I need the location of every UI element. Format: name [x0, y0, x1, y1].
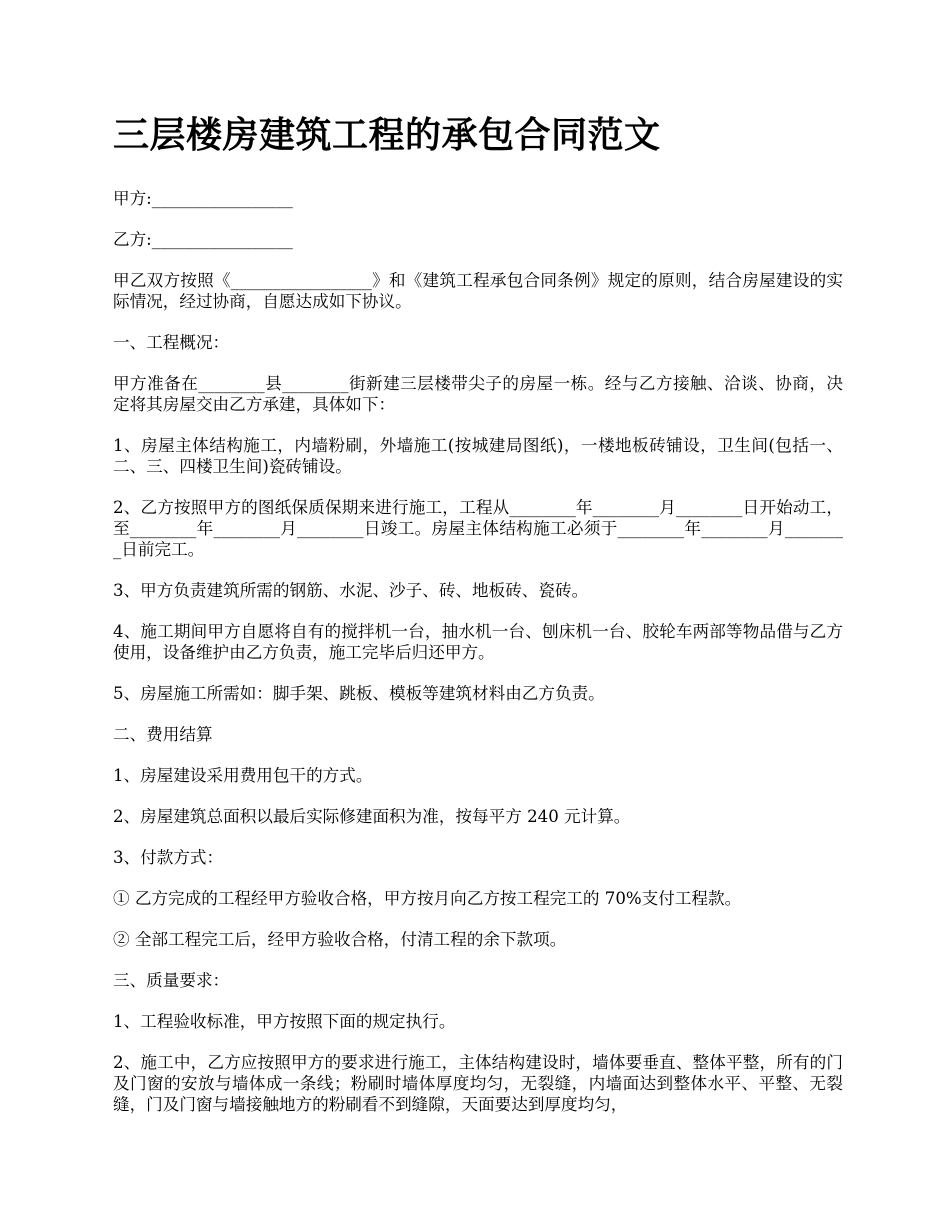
clause-2-2: 2、房屋建筑总面积以最后实际修建面积为准，按每平方 240 元计算。: [113, 807, 631, 826]
section-heading-project-overview: 一、工程概况：: [113, 333, 230, 352]
payment-item-1: ① 乙方完成的工程经甲方验收合格，甲方按月向乙方按工程完工的 70%支付工程款。: [113, 889, 742, 908]
document-title: 三层楼房建筑工程的承包合同范文: [113, 115, 661, 156]
clause-1-2: 2、乙方按照甲方的图纸保质保期来进行施工，工程从________年________月________日开始动工，至________年________月________日竣工。房屋主体结构施工必须于________年________月________日前完工。: [113, 498, 843, 559]
party-b-line: 乙方:_________________: [113, 230, 293, 249]
section-heading-settlement: 二、费用结算: [113, 725, 213, 744]
clause-2-1: 1、房屋建设采用费用包干的方式。: [113, 766, 373, 785]
payment-item-2: ② 全部工程完工后，经甲方验收合格，付清工程的余下款项。: [113, 930, 567, 949]
clause-1-5: 5、房屋施工所需如：脚手架、跳板、模板等建筑材料由乙方负责。: [113, 684, 605, 703]
paragraph-location: 甲方准备在________县________街新建三层楼带尖子的房屋一栋。经与乙方接触、洽谈、协商，决定将其房屋交由乙方承建，具体如下：: [113, 374, 843, 414]
clause-3-1: 1、工程验收标准，甲方按照下面的规定执行。: [113, 1012, 456, 1031]
clause-3-2: 2、施工中，乙方应按照甲方的要求进行施工，主体结构建设时，墙体要垂直、整体平整，所有的门及门窗的安放与墙体成一条线；粉刷时墙体厚度均匀，无裂缝，内墙面达到整体水平、平整、无裂缝，门及门窗与墙接触地方的粉刷看不到缝隙，天面要达到厚度均匀，: [113, 1053, 843, 1114]
section-heading-quality: 三、质量要求：: [113, 971, 230, 990]
clause-1-4: 4、施工期间甲方自愿将自有的搅拌机一台，抽水机一台、刨床机一台、胶轮车两部等物品借与乙方使用，设备维护由乙方负责，施工完毕后归还甲方。: [113, 622, 843, 662]
preamble-paragraph: 甲乙双方按照《_________________》和《建筑工程承包合同条例》规定的原则，结合房屋建设的实际情况，经过协商，自愿达成如下协议。: [113, 271, 843, 311]
document-page: [113, 110, 843, 1135]
clause-1-3: 3、甲方负责建筑所需的钢筋、水泥、沙子、砖、地板砖、瓷砖。: [113, 581, 589, 600]
party-a-line: 甲方:_________________: [113, 189, 293, 208]
clause-2-3: 3、付款方式：: [113, 848, 224, 867]
clause-1-1: 1、房屋主体结构施工，内墙粉刷，外墙施工(按城建局图纸)，一楼地板砖铺设，卫生间(包括一、二、三、四楼卫生间)瓷砖铺设。: [113, 436, 843, 476]
